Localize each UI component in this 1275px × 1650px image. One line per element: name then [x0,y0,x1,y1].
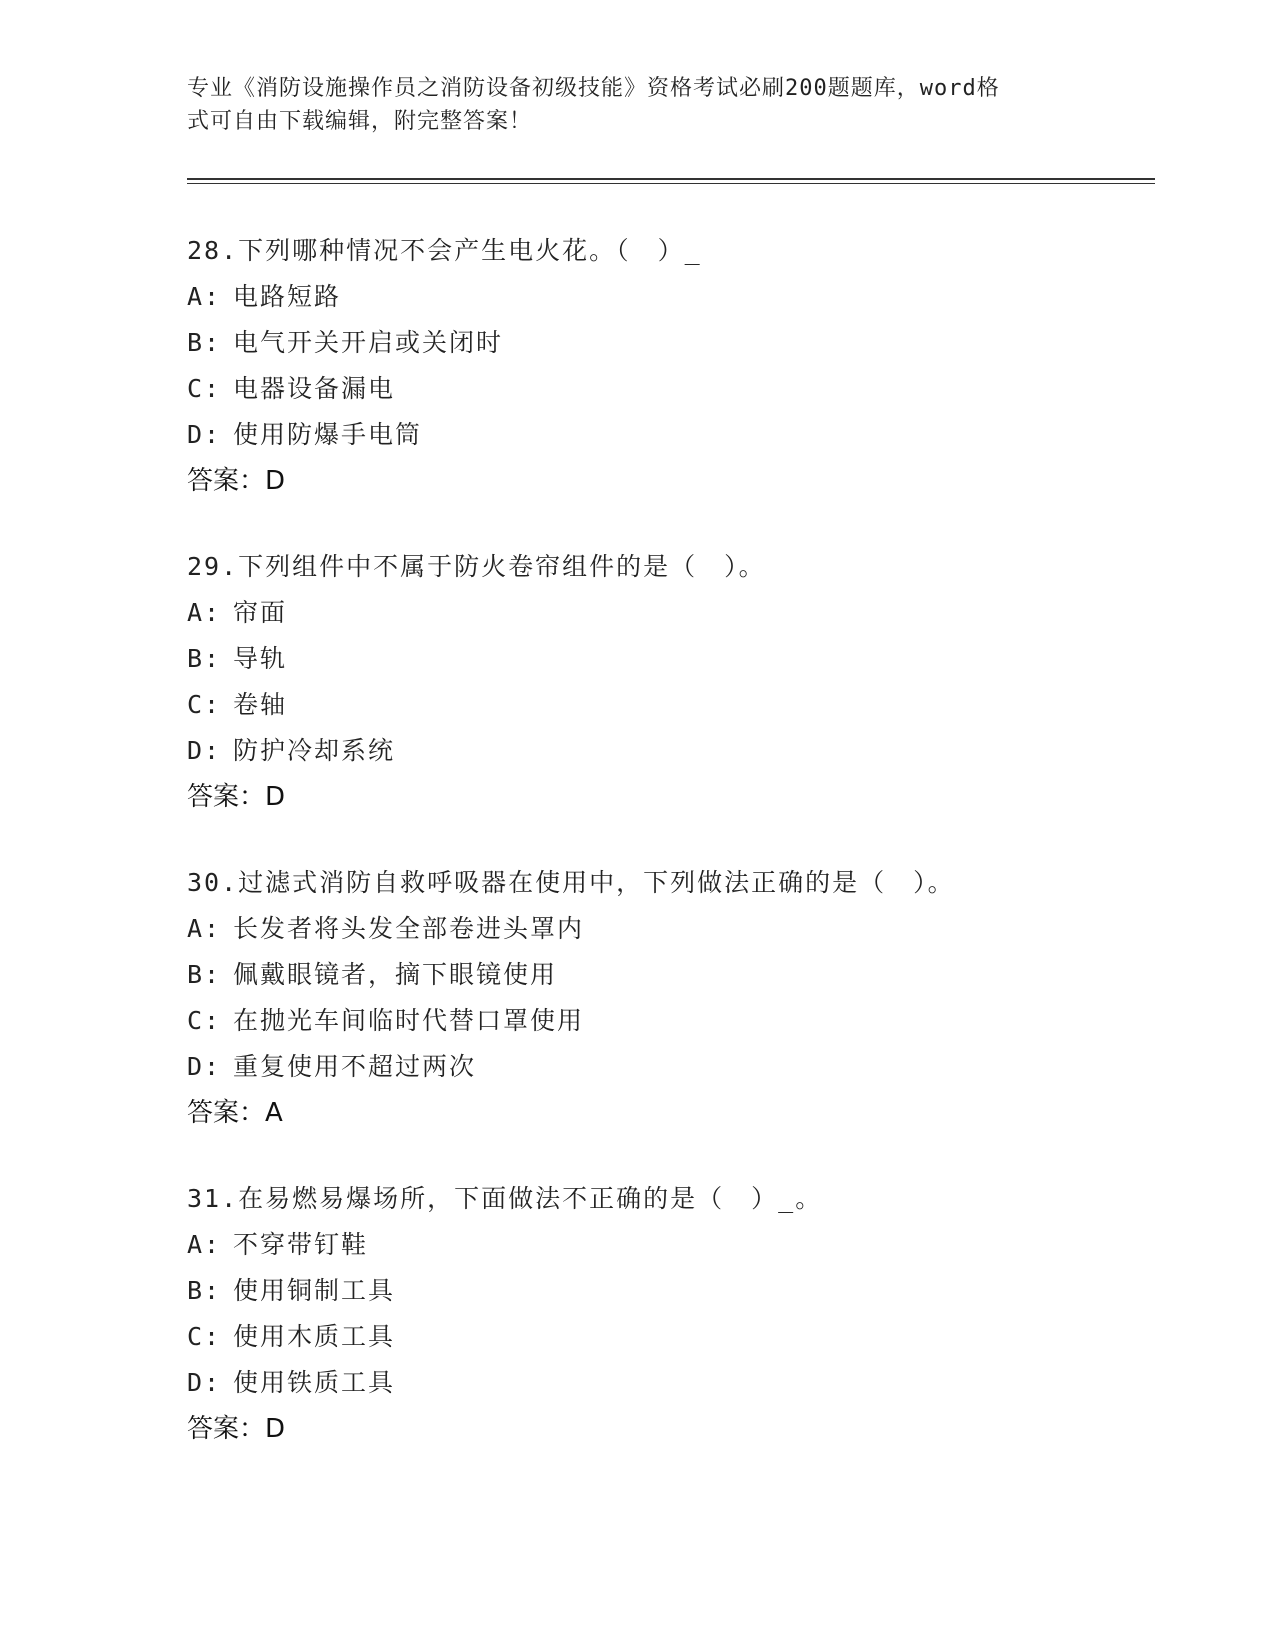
option-text: 使用防爆手电筒 [233,420,423,449]
question-stem: 29.下列组件中不属于防火卷帘组件的是（ ）。 [187,552,766,581]
option-a [187,906,1147,952]
option-text: 重复使用不超过两次 [233,1052,477,1081]
option-text: 使用铜制工具 [233,1276,396,1305]
option-text: 卷轴 [233,690,288,719]
header-divider [187,178,1155,184]
option-letter: B: [187,1276,222,1305]
option-letter: D: [187,1368,222,1397]
option-letter: A: [187,1230,222,1259]
option-d [187,728,1147,774]
option-text: 使用铁质工具 [233,1368,396,1397]
option-letter: A: [187,598,222,627]
header-line-2: 式可自由下载编辑，附完整答案！ [187,109,533,134]
option-letter: D: [187,736,222,765]
option-b [187,952,1147,998]
option-letter: B: [187,960,222,989]
option-letter: C: [187,1006,222,1035]
option-letter: B: [187,644,222,673]
option-letter: D: [187,1052,222,1081]
option-b [187,636,1147,682]
option-letter: A: [187,914,222,943]
question-stem: 28.下列哪种情况不会产生电火花。（ ）_ [187,236,702,265]
option-c [187,682,1147,728]
option-text: 不穿带钉鞋 [233,1230,369,1259]
question-31 [187,1176,1147,1452]
answer-line: 答案：D [187,1414,286,1444]
option-letter: C: [187,1322,222,1351]
question-28 [187,228,1147,504]
question-stem: 30.过滤式消防自救呼吸器在使用中，下列做法正确的是（ ）。 [187,868,955,897]
option-text: 电器设备漏电 [233,374,396,403]
option-letter: C: [187,690,222,719]
document-header [187,72,1087,138]
option-b [187,1268,1147,1314]
option-letter: D: [187,420,222,449]
option-text: 电路短路 [233,282,342,311]
option-d [187,412,1147,458]
option-text: 长发者将头发全部卷进头罩内 [233,914,585,943]
option-text: 佩戴眼镜者，摘下眼镜使用 [233,960,558,989]
option-text: 电气开关开启或关闭时 [233,328,504,357]
answer-line: 答案：D [187,782,286,812]
option-text: 防护冷却系统 [233,736,396,765]
option-a [187,1222,1147,1268]
question-29 [187,544,1147,820]
option-text: 在抛光车间临时代替口罩使用 [233,1006,585,1035]
option-a [187,590,1147,636]
answer-line: 答案：D [187,466,286,496]
option-c [187,366,1147,412]
option-text: 导轨 [233,644,288,673]
option-letter: C: [187,374,222,403]
option-letter: B: [187,328,222,357]
option-b [187,320,1147,366]
question-stem: 31.在易燃易爆场所，下面做法不正确的是（ ）_。 [187,1184,823,1213]
option-c [187,998,1147,1044]
option-d [187,1360,1147,1406]
option-text: 帘面 [233,598,288,627]
option-d [187,1044,1147,1090]
answer-line: 答案：A [187,1098,283,1128]
option-c [187,1314,1147,1360]
header-line-1: 专业《消防设施操作员之消防设备初级技能》资格考试必刷200题题库，word格 [187,76,1000,101]
question-30 [187,860,1147,1136]
option-letter: A: [187,282,222,311]
option-text: 使用木质工具 [233,1322,396,1351]
option-a [187,274,1147,320]
